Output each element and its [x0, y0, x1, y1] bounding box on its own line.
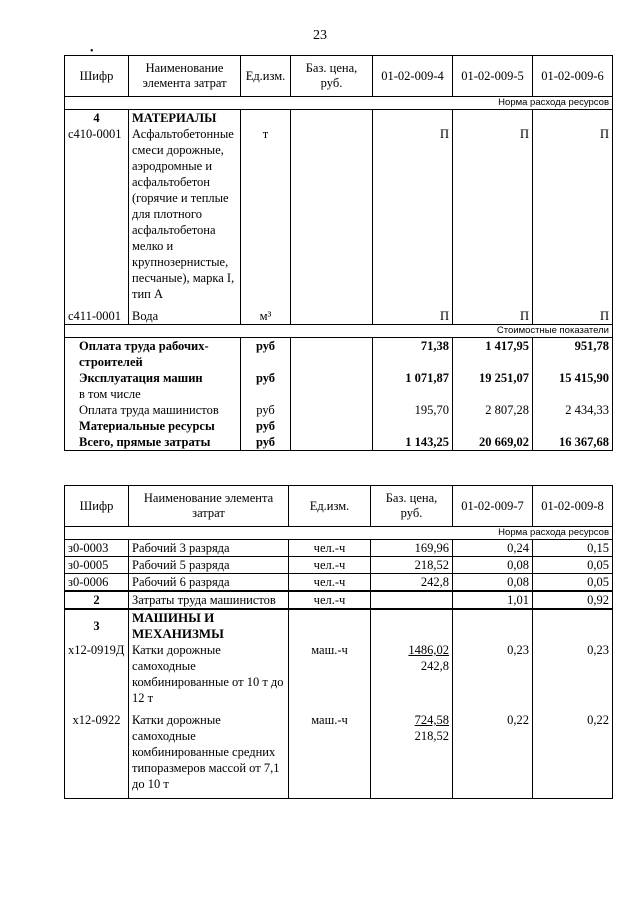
row-name: Катки дорожные самоходные комбинированные средних типоразмеров массой от 7,1 до 10 т: [129, 712, 289, 799]
cost-value-3: 15 415,90: [533, 370, 613, 386]
table1-header-col2: 01-02-009-5: [453, 56, 533, 97]
cost-unit: руб: [241, 370, 291, 386]
table-row: [65, 126, 613, 302]
table1-header-name: Наименование элемента затрат: [129, 56, 241, 97]
row-price: [371, 591, 453, 609]
row-price: [291, 308, 373, 325]
row-name: Катки дорожные самоходные комбинированные от 10 т до 12 т: [129, 642, 289, 706]
row-name: Рабочий 5 разряда: [129, 557, 289, 574]
row-name: Вода: [129, 308, 241, 325]
row-value-2: П: [453, 308, 533, 325]
table2-norm-row: [65, 527, 613, 540]
row-price: [291, 126, 373, 302]
row-unit: м³: [241, 308, 291, 325]
row-unit: чел.-ч: [289, 557, 371, 574]
table2-header-row: [65, 486, 613, 527]
row-code: 2: [65, 591, 129, 609]
table2-header-price: Баз. цена, руб.: [371, 486, 453, 527]
cost-row: [65, 370, 613, 386]
row-price-sub: 218,52: [414, 729, 449, 743]
cost-name: Эксплуатация машин: [65, 370, 241, 386]
row-unit: маш.-ч: [289, 642, 371, 706]
row-price: [371, 712, 453, 799]
row-code: х12-0922: [65, 712, 129, 799]
cost-value-3: 951,78: [533, 338, 613, 371]
table-row: [65, 557, 613, 574]
cost-value-2: 2 807,28: [453, 402, 533, 418]
row-value-1: П: [373, 308, 453, 325]
table2-header-col2: 01-02-009-8: [533, 486, 613, 527]
table1-norm-row: [65, 97, 613, 110]
row-value-2: 0,05: [533, 557, 613, 574]
cost-value-1: 195,70: [373, 402, 453, 418]
cost-name: Оплата труда машинистов: [65, 402, 241, 418]
table2-header-code: Шифр: [65, 486, 129, 527]
cost-value-1: 71,38: [373, 338, 453, 371]
cost-unit: руб: [241, 402, 291, 418]
table-row: [65, 574, 613, 592]
row-value-1: 0,08: [453, 557, 533, 574]
row-value-2: 0,92: [533, 591, 613, 609]
cost-value-3: 2 434,33: [533, 402, 613, 418]
cost-value-3: [533, 386, 613, 402]
row-code: з0-0005: [65, 557, 129, 574]
cost-unit: руб: [241, 434, 291, 451]
table-row: [65, 540, 613, 557]
row-unit: т: [241, 126, 291, 302]
row-value-1: П: [373, 126, 453, 302]
row-value-1: 0,22: [453, 712, 533, 799]
table2-section-title: МАШИНЫ И МЕХАНИЗМЫ: [129, 609, 289, 642]
table1-header-code: Шифр: [65, 56, 129, 97]
table2-header-col1: 01-02-009-7: [453, 486, 533, 527]
cost-value-2: 20 669,02: [453, 434, 533, 451]
table1-cost-label: Стоимостные показатели: [65, 325, 613, 338]
table2-section-row: [65, 609, 613, 642]
cost-name: Всего, прямые затраты: [65, 434, 241, 451]
cost-value-1: 1 071,87: [373, 370, 453, 386]
table-row: [65, 591, 613, 609]
cost-value-1: 1 143,25: [373, 434, 453, 451]
cost-value-2: [453, 418, 533, 434]
cost-value-2: [453, 386, 533, 402]
row-value-1: 0,08: [453, 574, 533, 592]
row-price-main: 724,58: [414, 713, 449, 727]
row-value-1: 0,24: [453, 540, 533, 557]
table2-section-num: 3: [65, 609, 129, 642]
resource-table-2: [64, 485, 613, 799]
table-row: [65, 308, 613, 325]
table1-section-num: 4: [65, 110, 129, 127]
table1-section-row: [65, 110, 613, 127]
row-value-2: П: [453, 126, 533, 302]
cost-name: Материальные ресурсы: [65, 418, 241, 434]
table-row: [65, 642, 613, 706]
table-row: [65, 712, 613, 799]
row-unit: маш.-ч: [289, 712, 371, 799]
row-code: с411-0001: [65, 308, 129, 325]
cost-row: [65, 386, 613, 402]
row-price: 218,52: [371, 557, 453, 574]
table1-header-col3: 01-02-009-6: [533, 56, 613, 97]
table2-header-name: Наименование элемента затрат: [129, 486, 289, 527]
cost-row: [65, 402, 613, 418]
table1-header-col1: 01-02-009-4: [373, 56, 453, 97]
row-price: [371, 642, 453, 706]
stray-mark: •: [90, 46, 94, 57]
table1-header-price: Баз. цена, руб.: [291, 56, 373, 97]
row-name: Асфальтобетонные смеси дорожные, аэродромные и асфальтобетон (горячие и теплые для плотного асфальтобетона мелко и крупнозернистые, песчаные), марка I, тип А: [129, 126, 241, 302]
row-code: х12-0919Д: [65, 642, 129, 706]
page-number: 23: [313, 28, 327, 43]
row-name: Рабочий 3 разряда: [129, 540, 289, 557]
row-unit: чел.-ч: [289, 540, 371, 557]
row-code: з0-0006: [65, 574, 129, 592]
row-value-1: 0,23: [453, 642, 533, 706]
cost-row: [65, 434, 613, 451]
cost-value-3: [533, 418, 613, 434]
table1-cost-label-row: [65, 325, 613, 338]
cost-value-3: 16 367,68: [533, 434, 613, 451]
row-price-main: 1486,02: [408, 643, 449, 657]
row-code: з0-0003: [65, 540, 129, 557]
cost-value-2: 19 251,07: [453, 370, 533, 386]
cost-value-1: [373, 386, 453, 402]
cost-name: в том числе: [65, 386, 241, 402]
cost-unit: руб: [241, 338, 291, 371]
cost-row: [65, 418, 613, 434]
row-value-1: 1,01: [453, 591, 533, 609]
row-value-2: 0,15: [533, 540, 613, 557]
row-value-3: П: [533, 126, 613, 302]
row-price: 169,96: [371, 540, 453, 557]
table1-norm-label: Норма расхода ресурсов: [65, 97, 613, 110]
table2-norm-label: Норма расхода ресурсов: [65, 527, 613, 540]
row-unit: чел.-ч: [289, 574, 371, 592]
row-unit: чел.-ч: [289, 591, 371, 609]
table2-header-unit: Ед.изм.: [289, 486, 371, 527]
table1-section-title: МАТЕРИАЛЫ: [129, 110, 241, 127]
row-value-3: П: [533, 308, 613, 325]
row-value-2: 0,22: [533, 712, 613, 799]
row-name: Затраты труда машинистов: [129, 591, 289, 609]
cost-row: [65, 338, 613, 371]
cost-unit: [241, 386, 291, 402]
row-price: 242,8: [371, 574, 453, 592]
cost-value-2: 1 417,95: [453, 338, 533, 371]
row-name: Рабочий 6 разряда: [129, 574, 289, 592]
row-value-2: 0,23: [533, 642, 613, 706]
cost-unit: руб: [241, 418, 291, 434]
cost-name: Оплата труда рабочих-строителей: [65, 338, 241, 371]
row-value-2: 0,05: [533, 574, 613, 592]
resource-table-1: [64, 55, 613, 451]
cost-value-1: [373, 418, 453, 434]
table1-header-unit: Ед.изм.: [241, 56, 291, 97]
row-price-sub: 242,8: [420, 659, 449, 673]
row-code: с410-0001: [65, 126, 129, 302]
table1-header-row: [65, 56, 613, 97]
